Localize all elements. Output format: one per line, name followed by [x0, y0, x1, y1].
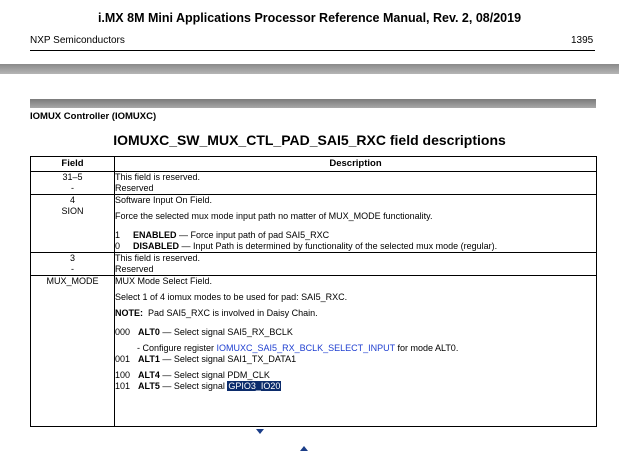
mux-option-alt0 [115, 327, 596, 338]
description-line: This field is reserved. [115, 253, 201, 263]
description-cell [115, 276, 597, 427]
field-descriptions-table [30, 156, 597, 427]
mux-option-alt4 [115, 370, 596, 381]
field-cell [31, 172, 115, 195]
option-code: 000 [115, 327, 131, 337]
document-title: i.MX 8M Mini Applications Processor Reference Manual, Rev. 2, 08/2019 [97, 11, 522, 25]
table-header-row [31, 157, 597, 172]
option-code: 001 [115, 354, 131, 364]
select-input-register-link[interactable]: IOMUXC_SAI5_RX_BCLK_SELECT_INPUT [216, 343, 395, 353]
selection-end-handle-icon[interactable] [300, 446, 308, 451]
description-line: This field is reserved. [115, 172, 201, 182]
company-name: NXP Semiconductors [30, 35, 125, 46]
page-divider-band [0, 64, 619, 74]
option-name: ALT1 [138, 354, 160, 364]
option-code: 100 [115, 370, 131, 380]
table-row [31, 276, 597, 427]
page-number: 1395 [571, 35, 594, 46]
field-bits: 4 [69, 195, 75, 205]
field-bits: 31–5 [62, 172, 83, 182]
table-row [31, 172, 597, 195]
note [115, 308, 596, 319]
description-line: Reserved [115, 183, 154, 193]
field-name: SION [61, 206, 84, 216]
column-header-field: Field [31, 157, 115, 172]
option-code: 101 [115, 381, 131, 391]
field-name: MUX_MODE [46, 276, 99, 286]
option-code: 1 [115, 230, 121, 240]
option-name: DISABLED [133, 241, 180, 251]
field-cell [31, 253, 115, 276]
field-cell [31, 276, 115, 427]
option-name: ENABLED [133, 230, 177, 240]
description-line: Force the selected mux mode input path no matter of MUX_MODE functionality. [115, 211, 433, 221]
description-line: MUX Mode Select Field. [115, 276, 213, 286]
option-name: ALT0 [138, 327, 160, 337]
field-name: - [71, 264, 74, 274]
description-cell [115, 195, 597, 253]
option-name: ALT5 [138, 381, 160, 391]
selected-signal-text[interactable]: GPIO3_IO20 [228, 381, 281, 391]
field-bits: 3 [69, 253, 75, 263]
option-text: — Select signal [159, 381, 228, 391]
selection-start-handle-icon[interactable] [256, 429, 264, 434]
table-row [31, 195, 597, 253]
option-text: — Select signal PDM_CLK [159, 370, 270, 380]
note-label: NOTE: [115, 308, 143, 318]
field-cell [31, 195, 115, 253]
header-rule [30, 50, 595, 51]
table-row [31, 253, 597, 276]
option-text: — Select signal SAI1_TX_DATA1 [159, 354, 297, 364]
description-cell [115, 253, 597, 276]
mux-option-alt1 [115, 354, 596, 365]
option-disabled [115, 241, 596, 252]
option-text: — Force input path of pad SAI5_RXC [176, 230, 330, 240]
option-enabled [115, 230, 596, 241]
option-code: 0 [115, 241, 121, 251]
field-name: - [71, 183, 74, 193]
option-text: — Input Path is determined by functionality of the selected mux mode (regular). [179, 241, 498, 251]
description-line: Reserved [115, 264, 154, 274]
mux-option-alt5 [115, 381, 596, 392]
description-cell [115, 172, 597, 195]
configure-suffix: for mode ALT0. [394, 343, 459, 353]
configure-line [115, 343, 596, 354]
description-line: Select 1 of 4 iomux modes to be used for pad: SAI5_RXC. [115, 292, 348, 302]
note-text: Pad SAI5_RXC is involved in Daisy Chain. [148, 308, 318, 318]
configure-prefix: - Configure register [137, 343, 217, 353]
option-name: ALT4 [138, 370, 160, 380]
column-header-description: Description [115, 157, 597, 172]
section-title: IOMUX Controller (IOMUXC) [30, 111, 157, 122]
table-title: IOMUXC_SW_MUX_CTL_PAD_SAI5_RXC field descriptions [113, 132, 506, 148]
description-line: Software Input On Field. [115, 195, 213, 205]
section-bar [30, 99, 596, 108]
option-text: — Select signal SAI5_RX_BCLK [159, 327, 293, 337]
